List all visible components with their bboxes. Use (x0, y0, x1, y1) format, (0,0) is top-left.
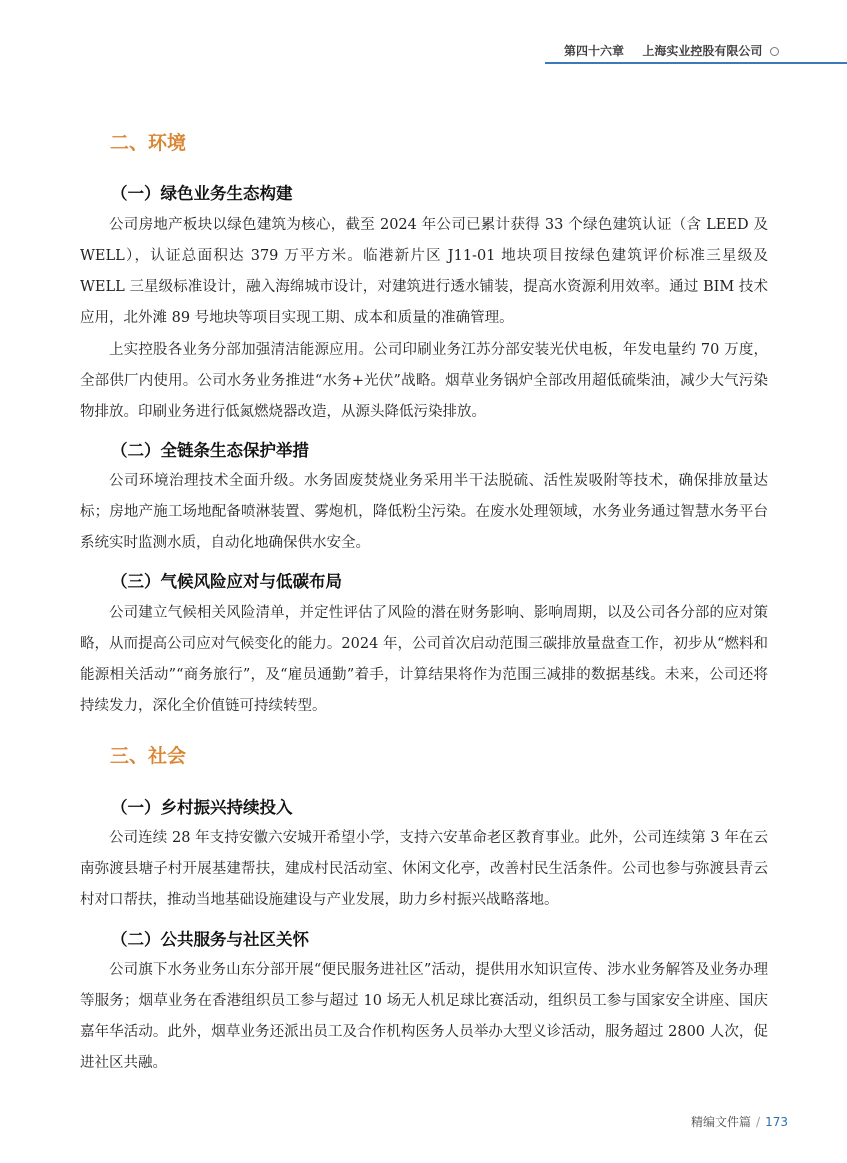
subsection-title-eco-protection: （二）全链条生态保护举措 (111, 441, 309, 460)
subsection-title-rural-revitalization: （一）乡村振兴持续投入 (111, 798, 293, 817)
header-company: 上海实业控股有限公司 (642, 44, 763, 58)
subsection-title-community-care: （二）公共服务与社区关怀 (111, 930, 309, 949)
header-title (564, 42, 779, 59)
section-title-society: 三、社会 (110, 745, 187, 767)
paragraph-rural-revitalization: 公司连续 28 年支持安徽六安城开希望小学，支持六安革命老区教育事业。此外，公司连续第 3 年在云南弥渡县塘子村开展基建帮扶，建成村民活动室、休闲文化亭，改善村民生活条件。公司也参与弥渡县青云村对口帮扶，推动当地基础设施建设与产业发展，助力乡村振兴战略落地。 (80, 830, 768, 908)
registered-mark-icon (770, 47, 779, 56)
paragraph-community-care: 公司旗下水务业务山东分部开展“便民服务进社区”活动，提供用水知识宣传、涉水业务解答及业务办理等服务；烟草业务在香港组织员工参与超过 10 场无人机足球比赛活动，组织员工参与国家安全讲座、国庆嘉年华活动。此外，烟草业务还派出员工及合作机构医务人员举办大型义诊活动，服务超过 2800 人次，促进社区共融。 (80, 962, 768, 1071)
subsection-title-climate-risk: （三）气候风险应对与低碳布局 (111, 572, 342, 591)
running-header (545, 38, 847, 64)
paragraph-green-buildings: 公司房地产板块以绿色建筑为核心，截至 2024 年公司已累计获得 33 个绿色建筑认证（含 LEED 及 WELL），认证总面积达 379 万平方米。临港新片区 J11-01 地块项目按绿色建筑评价标准三星级及 WELL 三星级标准设计，融入海绵城市设计，对建筑进行透水铺装，提高水资源利用效率。通过 BIM 技术应用，北外滩 89 号地块等项目实现工期、成本和质量的准确管理。 (80, 217, 768, 326)
paragraph-climate-risk: 公司建立气候相关风险清单，并定性评估了风险的潜在财务影响、影响周期，以及公司各分部的应对策略，从而提高公司应对气候变化的能力。2024 年，公司首次启动范围三碳排放量盘查工作，初步从“燃料和能源相关活动”“商务旅行”，及“雇员通勤”着手，计算结果将作为范围三减排的数据基线。未来，公司还将持续发力，深化全价值链可持续转型。 (80, 605, 768, 714)
footer-separator: / (756, 1115, 761, 1129)
footer-section-label: 精编文件篇 (691, 1115, 752, 1129)
paragraph-environmental-governance: 公司环境治理技术全面升级。水务固废焚烧业务采用半干法脱硫、活性炭吸附等技术，确保排放量达标；房地产施工场地配备喷淋装置、雾炮机，降低粉尘污染。在废水处理领域，水务业务通过智慧水务平台系统实时监测水质，自动化地确保供水安全。 (80, 473, 768, 551)
page-number: 173 (765, 1115, 788, 1129)
section-title-environment: 二、环境 (110, 132, 187, 154)
paragraph-clean-energy: 上实控股各业务分部加强清洁能源应用。公司印刷业务江苏分部安装光伏电板，年发电量约 70 万度，全部供厂内使用。公司水务业务推进“水务+光伏”战略。烟草业务锅炉全部改用超低硫柴油，减少大气污染物排放。印刷业务进行低氮燃烧器改造，从源头降低污染排放。 (80, 342, 768, 420)
page-footer (691, 1113, 788, 1130)
subsection-title-green-ecosystem: （一）绿色业务生态构建 (111, 184, 293, 203)
header-chapter: 第四十六章 (564, 44, 625, 58)
